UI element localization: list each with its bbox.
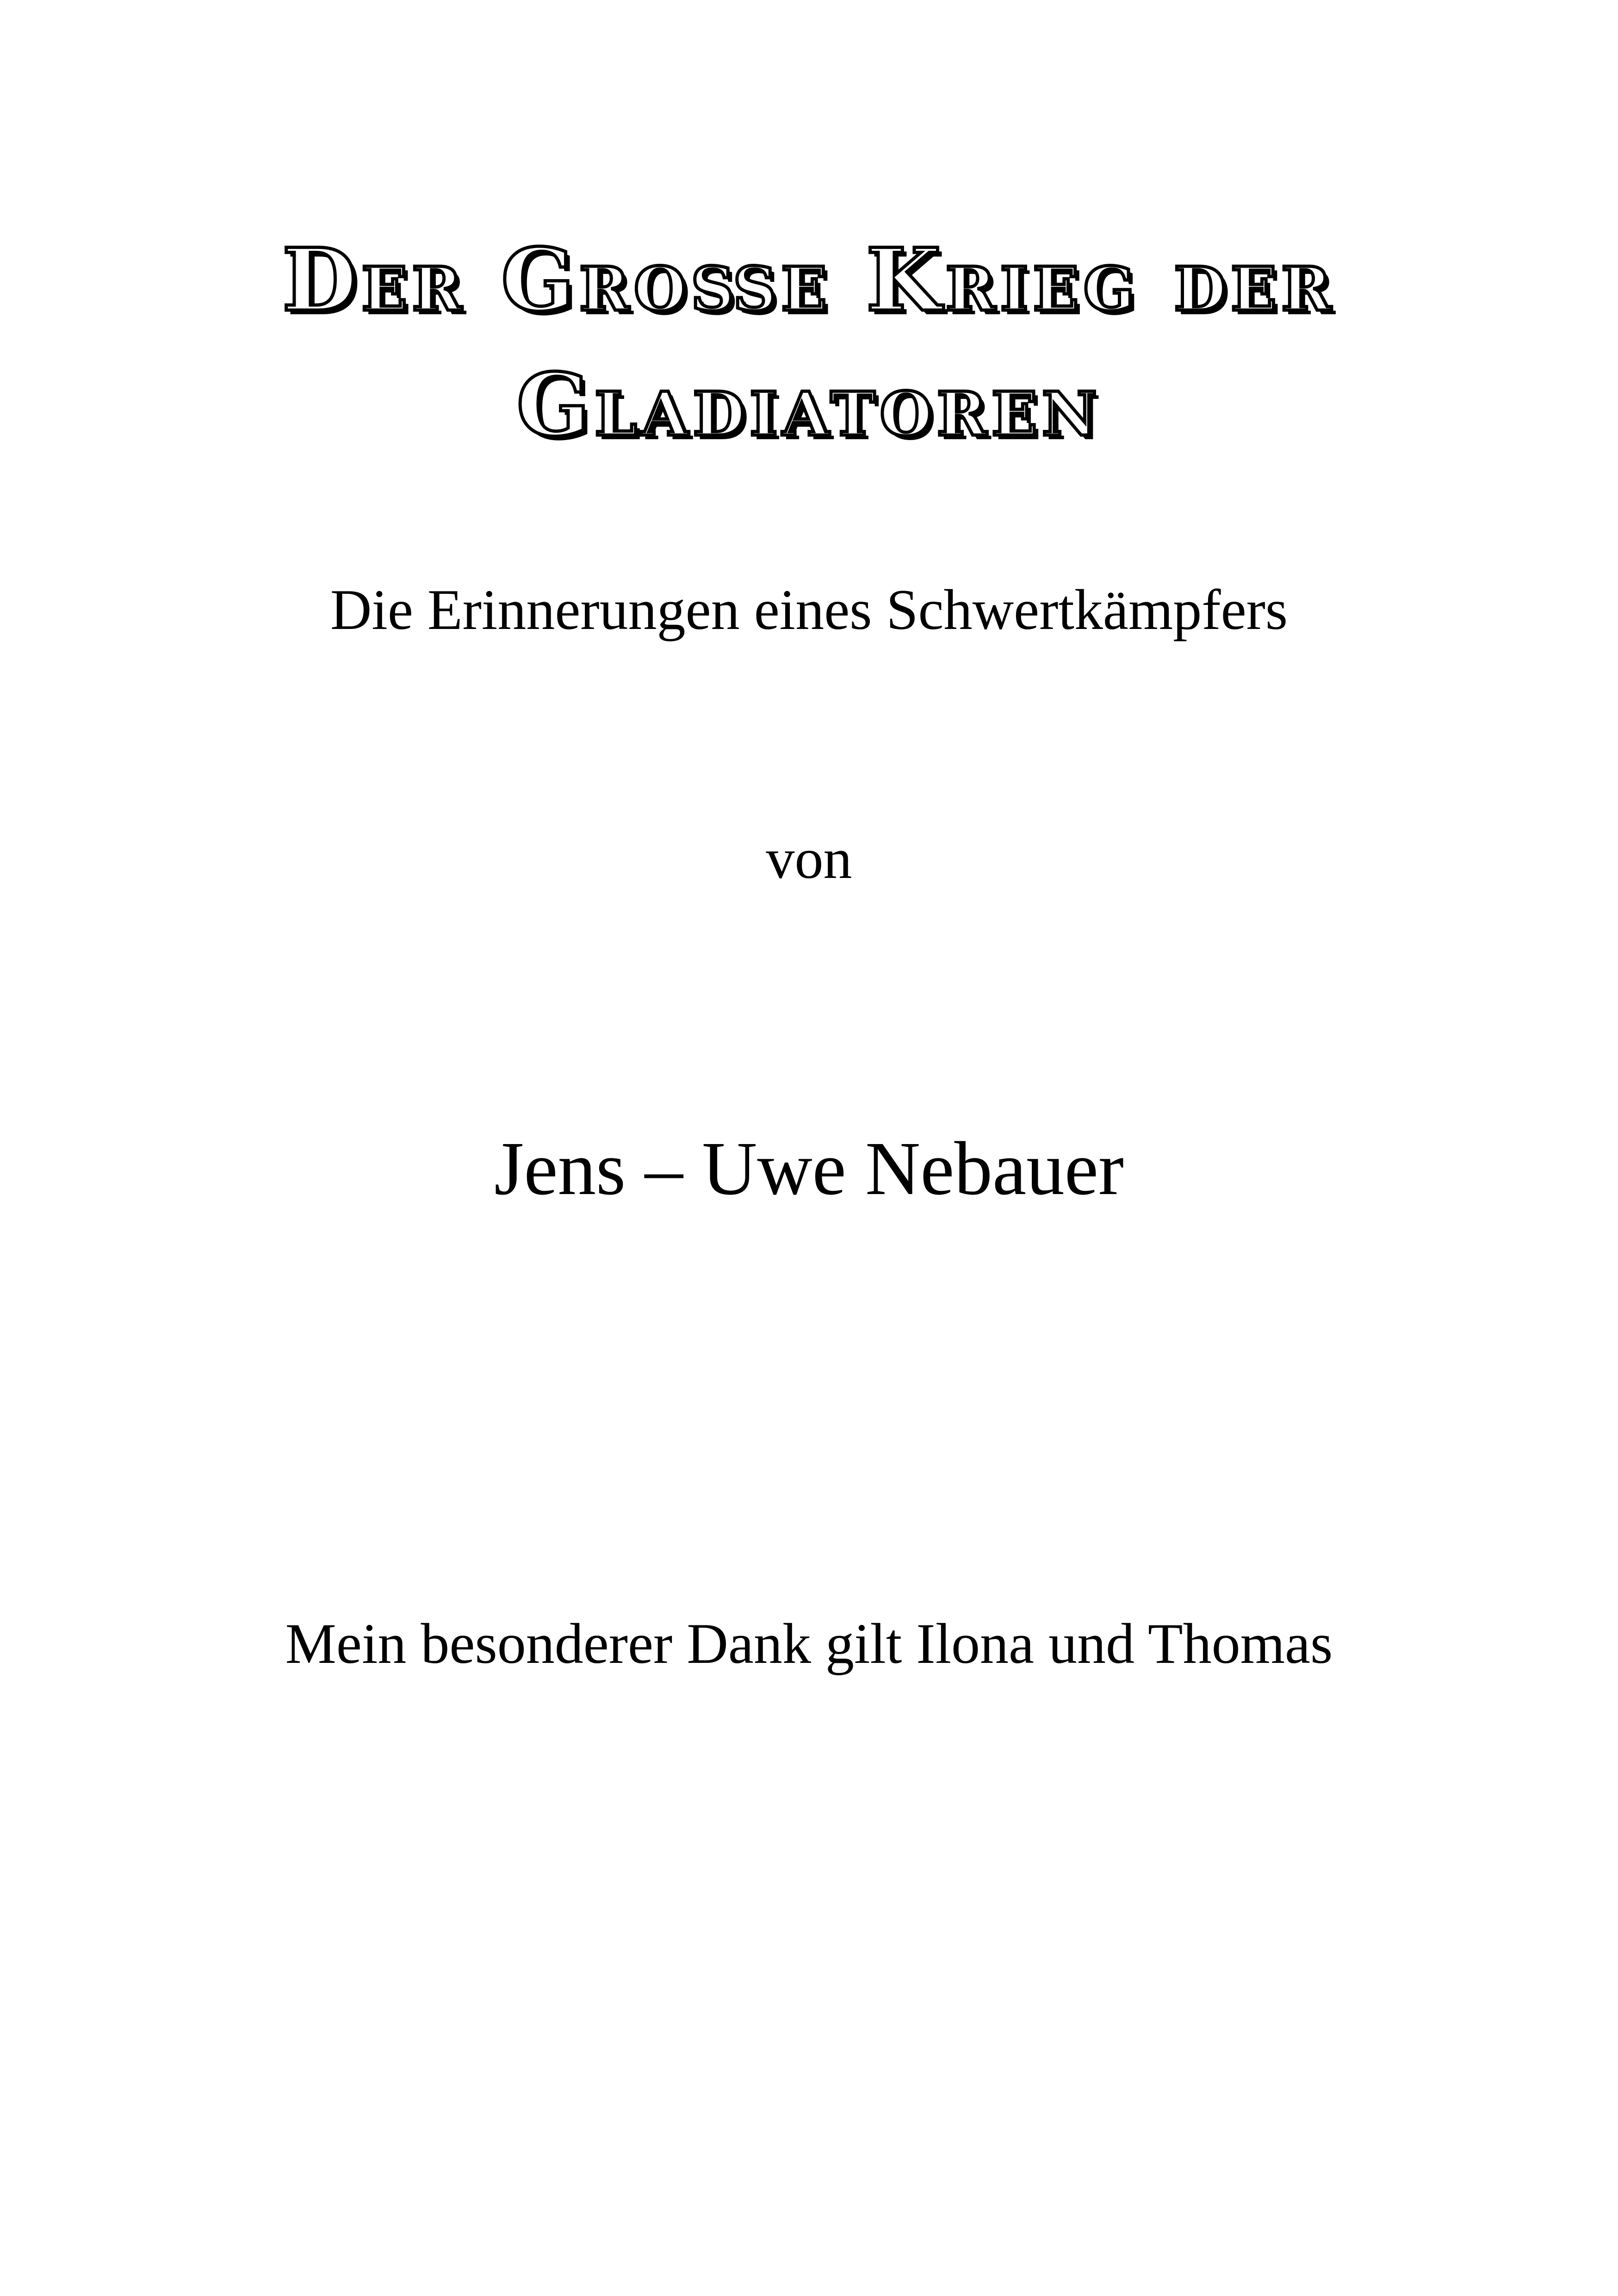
book-subtitle: Die Erinnerungen eines Schwertkämpfers	[330, 578, 1288, 641]
book-title: Der Große Krieg der Gladiatoren	[282, 229, 1336, 455]
author-name: Jens – Uwe Nebauer	[494, 1126, 1124, 1211]
dedication: Mein besonderer Dank gilt Ilona und Thomas	[285, 1612, 1333, 1675]
byline: von	[766, 827, 852, 890]
